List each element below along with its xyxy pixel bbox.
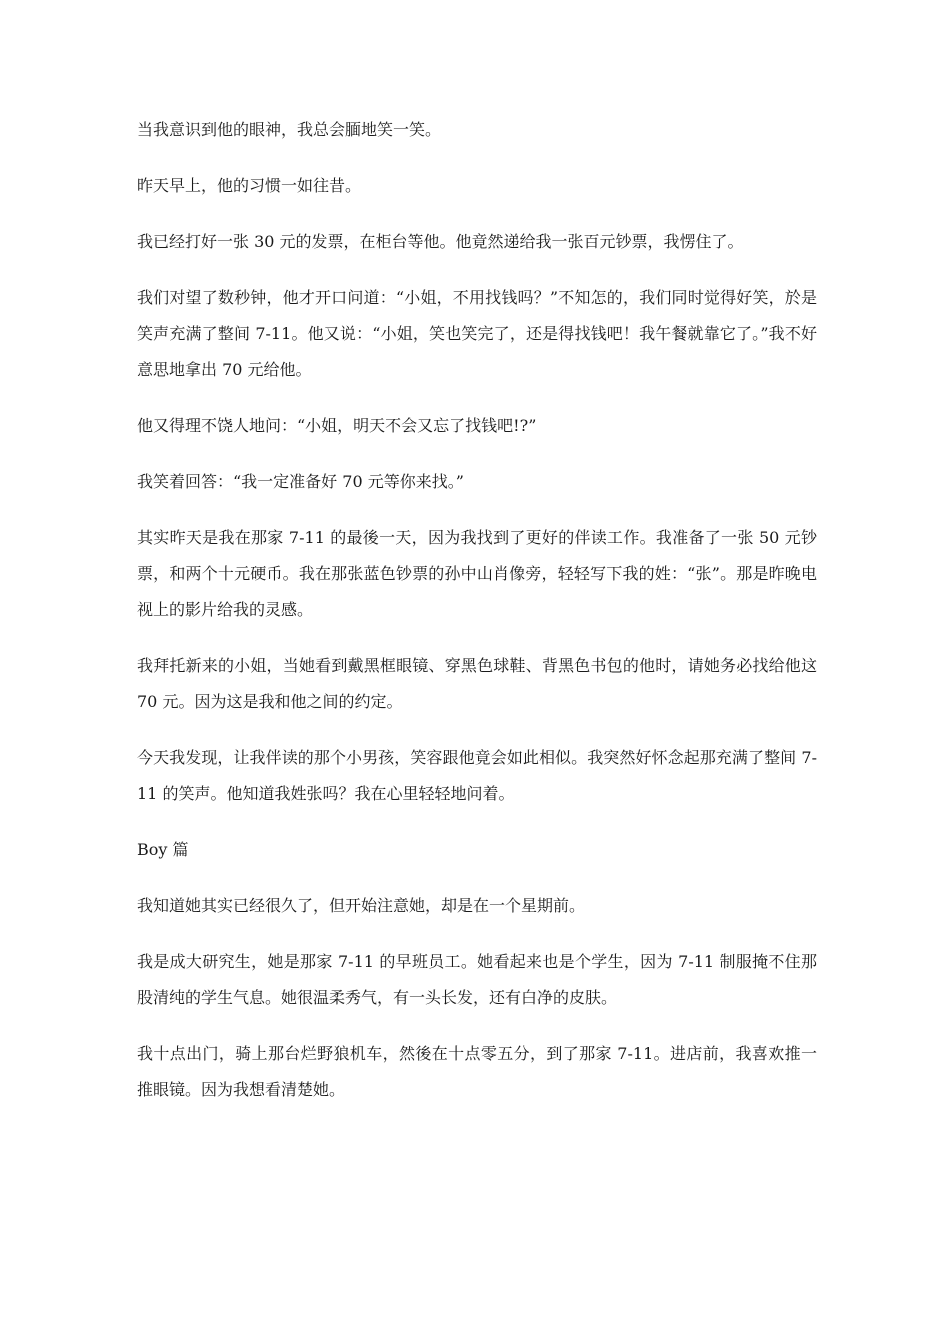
paragraph: 我们对望了数秒钟，他才开口问道：“小姐，不用找钱吗？”不知怎的，我们同时觉得好笑，於是笑声充满了整间 7-11。他又说：“小姐，笑也笑完了，还是得找钱吧！我午餐就靠它了。”我不好意思地拿出 70 元给他。 [137,288,817,379]
paragraph: 我知道她其实已经很久了，但开始注意她，却是在一个星期前。 [137,896,586,915]
paragraph: 我拜托新来的小姐，当她看到戴黑框眼镜、穿黑色球鞋、背黑色书包的他时，请她务必找给他这 70 元。因为这是我和他之间的约定。 [137,656,817,711]
paragraph: 今天我发现，让我伴读的那个小男孩，笑容跟他竟会如此相似。我突然好怀念起那充满了整间 7-11 的笑声。他知道我姓张吗？我在心里轻轻地问着。 [137,748,817,803]
paragraph: 他又得理不饶人地问：“小姐，明天不会又忘了找钱吧!?” [137,416,537,435]
paragraph: 我已经打好一张 30 元的发票，在柜台等他。他竟然递给我一张百元钞票，我愣住了。 [137,232,744,251]
paragraph: 昨天早上，他的习惯一如往昔。 [137,176,362,195]
section-heading: Boy 篇 [137,840,189,859]
paragraph: 我十点出门，骑上那台烂野狼机车，然後在十点零五分，到了那家 7-11。进店前，我喜欢推一推眼镜。因为我想看清楚她。 [137,1044,817,1099]
paragraph: 当我意识到他的眼神，我总会腼地笑一笑。 [137,120,442,139]
paragraph: 其实昨天是我在那家 7-11 的最後一天，因为我找到了更好的伴读工作。我准备了一张 50 元钞票，和两个十元硬币。我在那张蓝色钞票的孙中山肖像旁，轻轻写下我的姓：“张”。那是昨晚电视上的影片给我的灵感。 [137,528,817,619]
document-body [137,112,817,1128]
paragraph: 我是成大研究生，她是那家 7-11 的早班员工。她看起来也是个学生，因为 7-11 制服掩不住那股清纯的学生气息。她很温柔秀气，有一头长发，还有白净的皮肤。 [137,952,817,1007]
paragraph: 我笑着回答：“我一定准备好 70 元等你来找。” [137,472,464,491]
